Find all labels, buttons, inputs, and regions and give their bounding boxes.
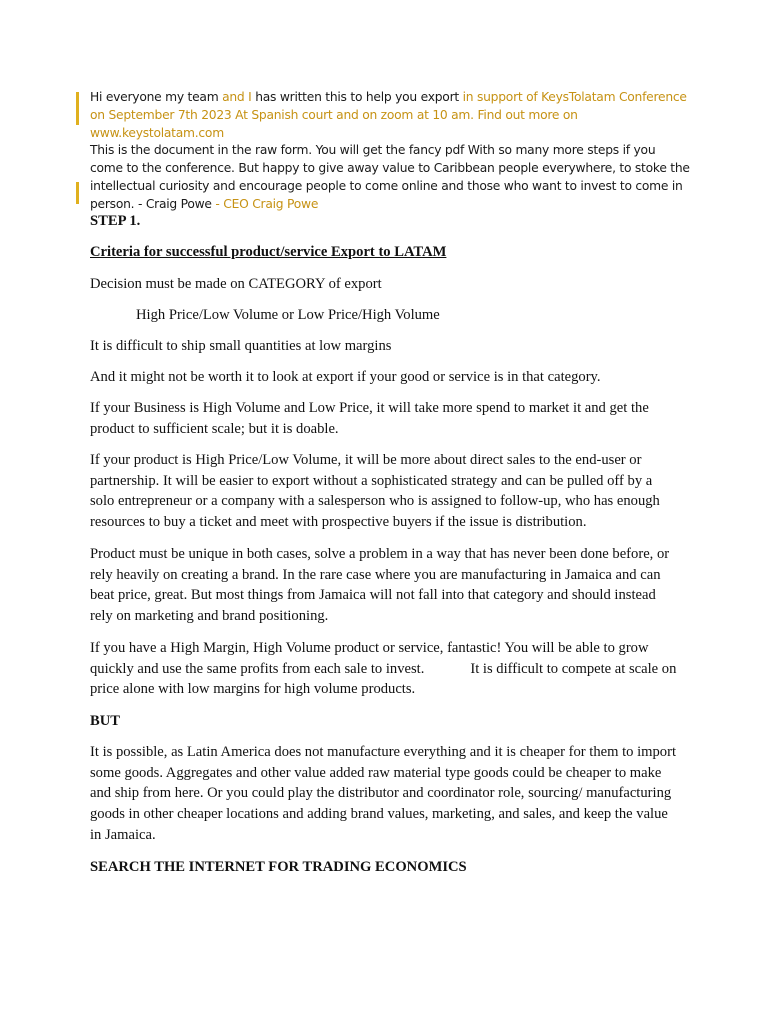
- inserted-text: - CEO Craig Powe: [211, 196, 319, 211]
- paragraph-worth: And it might not be worth it to look at export if your good or service is in that category.: [90, 369, 601, 385]
- paragraph-margin-b: It is difficult to compete at scale on price alone with low margins for high volume products.: [90, 660, 677, 698]
- paragraph-decision: Decision must be made on CATEGORY of export: [90, 276, 382, 292]
- search-heading: SEARCH THE INTERNET FOR TRADING ECONOMICS: [90, 859, 467, 875]
- but-heading: BUT: [90, 713, 121, 729]
- paragraph-high-price: If your product is High Price/Low Volume, it will be more about direct sales to the end-user or partnership. It will be easier to export without a sophisticated strategy and can be pulled off by a solo entrepreneur or a company with a salesperson who is assigned to follow-up, who has enough resources to buy a ticket and meet with prospective buyers if the issue is distribution.: [90, 452, 660, 531]
- intro-text: has written this to help you export: [255, 90, 463, 104]
- paragraph-high-volume: If your Business is High Volume and Low Price, it will take more spend to market it and get the product to sufficient scale; but it is doable.: [90, 400, 649, 437]
- paragraph-category: High Price/Low Volume or Low Price/High Volume: [136, 307, 440, 323]
- intro-note: [90, 89, 690, 214]
- intro-text: Hi everyone my team: [90, 90, 223, 104]
- paragraph-possible: It is possible, as Latin America does not manufacture everything and it is cheaper for them to import some goods. Aggregates and other value added raw material type goods could be cheaper to make and ship from here. Or you could play the distributor and coordinator role, sourcing/ manufacturing goods in other cheaper locations and adding brand values, marketing, and sales, and keep the value in Jamaica.: [90, 744, 677, 843]
- change-bar: [76, 182, 79, 204]
- inserted-text: in support of KeysTolatam Conference on September 7th 2023 At Spanish court and on zoom at 10 am. Find out more on www.keystolatam.com: [90, 90, 687, 140]
- change-bar: [76, 92, 79, 125]
- paragraph-unique: Product must be unique in both cases, solve a problem in a way that has never been done before, or rely heavily on creating a brand. In the rare case where you are manufacturing in Jamaica and can beat price, great. But most things from Jamaica will not fall into that category and should instead rely on marketing and brand positioning.: [90, 546, 670, 625]
- paragraph-margin: [90, 638, 680, 700]
- intro-text: This is the document in the raw form. You will get the fancy pdf With so many more steps if you come to the conference. But happy to give away value to Caribbean people everywhere, to stoke the intellectual curiosity and encourage people to come online and those who want to invest to come in person. - Craig Powe: [90, 143, 690, 211]
- criteria-heading: Criteria for successful product/service Export to LATAM: [90, 244, 447, 260]
- step-heading: STEP 1.: [90, 213, 141, 229]
- paragraph-difficult: It is difficult to ship small quantities at low margins: [90, 338, 392, 354]
- paragraph-margin-a: If you have a High Margin, High Volume product or service, fantastic! You will be able to grow quickly and use the same profits from each sale to invest.: [90, 640, 649, 677]
- inserted-text: and I: [222, 90, 256, 104]
